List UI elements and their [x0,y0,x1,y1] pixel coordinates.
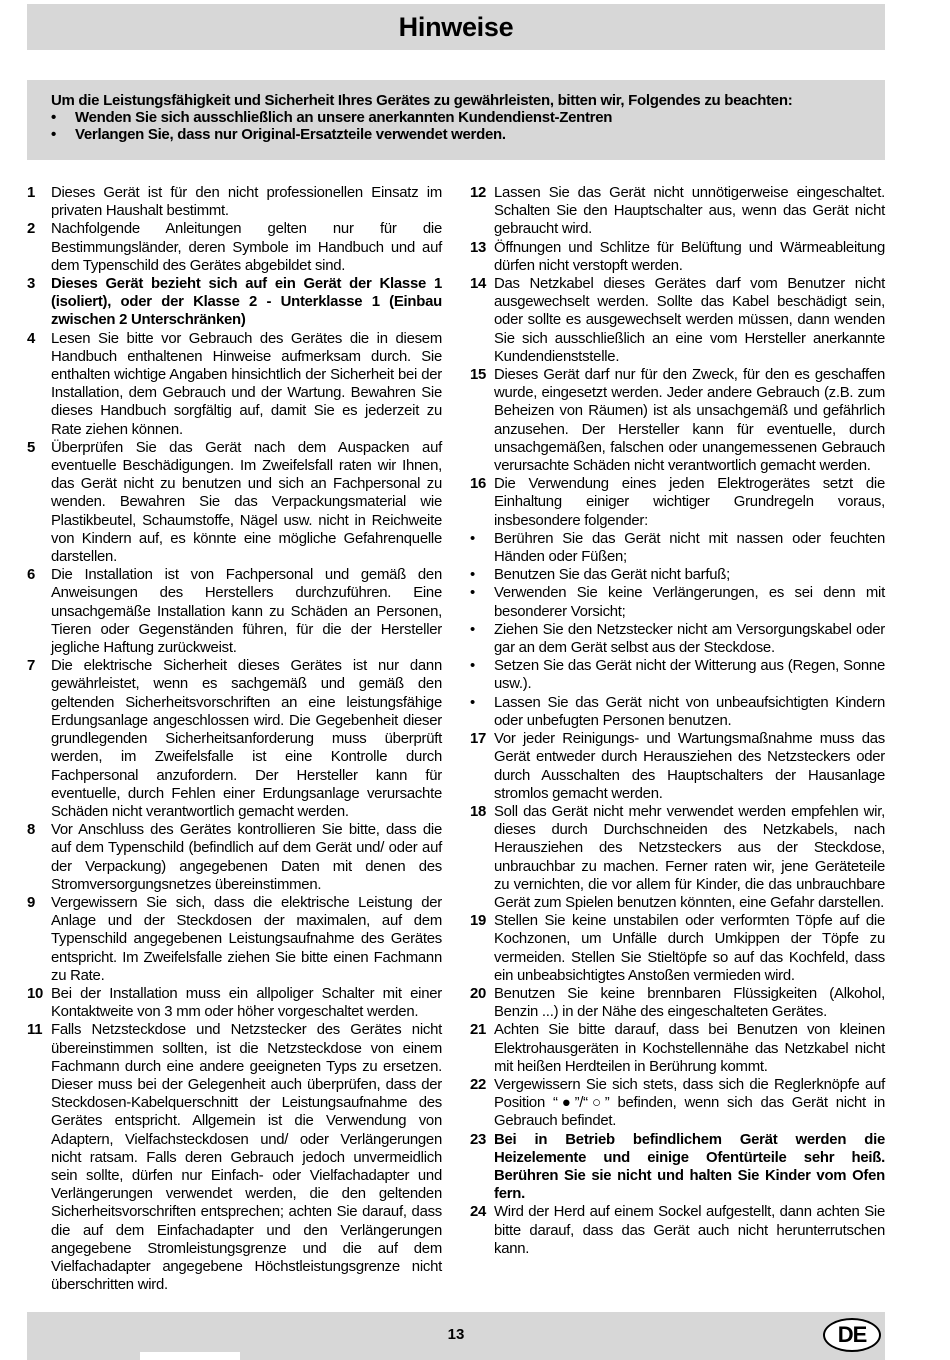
bullet-mark: • [470,658,475,675]
footer-strip [140,1352,240,1360]
item-number: 1 [27,185,36,201]
bullet-item [470,657,885,693]
list-item [27,985,442,1021]
item-number: 24 [470,1204,487,1221]
list-item [27,1021,442,1294]
list-item [27,184,442,220]
bullet-item [470,566,885,584]
right-column [470,184,885,1258]
title-bar [27,4,885,50]
notice-bullet: • Verlangen Sie, dass nur Original-Ersatzteile verwendet werden. [51,126,506,143]
item-number: 23 [470,1131,487,1148]
item-text: Die elektrische Sicherheit dieses Gerätes ist nur dann gewährleistet, wenn es sachgemäß und gemäß den geltenden Sicherheitsvorschriften an eine leistungsfähige Erdungsanlage angeschlossen wird. Die Gegebenheit dieser grundlegenden Sicherheitsanforderung muss überprüft werden, im Zweifelsfalle ist eine Kontrolle durch Fachpersonal anzufordern. Der Hersteller kann für eventuelle, durch Fehlen einer Erdungsanlage verursachte Schäden nicht verantwortlich gemacht werden. [51,658,442,820]
item-number: 13 [470,239,487,256]
item-number: 2 [27,221,36,238]
item-text: Die Installation ist von Fachpersonal und gemäß den Anweisungen des Herstellers durchzuführen. Eine unsachgemäße Installation kann zu Schäden an Personen, Tieren oder Gegenständen führen, für die der Hersteller jegliche Haftung zurückweist. [51,567,442,657]
item-number: 9 [27,894,36,911]
list-item [470,239,885,275]
item-number: 12 [470,185,487,201]
item-number: 7 [27,658,36,675]
list-item [470,985,885,1021]
bullet-mark: • [470,567,475,584]
item-text: Dieses Gerät ist für den nicht professionellen Einsatz im privaten Haushalt bestimmt. [51,185,442,220]
bullet-mark: • [470,621,475,638]
item-text: Lassen Sie das Gerät nicht von unbeaufsichtigten Kindern oder unbefugten Personen benutzen. [494,694,885,729]
item-text: Die Verwendung eines jeden Elektrogerätes setzt die Einhaltung einiger wichtiger Grundregeln voraus, insbesondere folgender: [494,476,885,529]
item-text: Vergewissern Sie sich, dass die elektrische Leistung der Anlage und der Steckdosen der maximalen, auf dem Typenschild angegebenen Leistungsaufnahme des Gerätes entspricht. Im Zweifelsfalle ziehen Sie bitte einen Fachmann zu Rate. [51,894,442,984]
bullet-item [470,621,885,657]
item-number: 14 [470,276,487,293]
item-number: 16 [470,476,487,493]
bullet-mark: • [470,694,475,711]
list-item [470,730,885,803]
item-text: Dieses Gerät darf nur für den Zweck, für den es geschaffen wurde, eingesetzt werden. Jeder andere Gebrauch (z.B. zum Beheizen von Räumen) ist als unsachgemäß und gefährlich anzusehen. Der Hersteller kann für eventuelle, durch unsachgemäßen, falschen oder unangemessenen Gebrauch verursachte Schäden nicht verantwortlich gemacht werden. [494,367,885,475]
bullet-item [470,584,885,620]
bullet-item [470,694,885,730]
bullet-mark: • [470,530,475,547]
item-number: 3 [27,276,36,293]
bullet-item [470,530,885,566]
item-number: 19 [470,913,487,930]
item-number: 15 [470,367,487,384]
list-item [27,894,442,985]
item-text: Lesen Sie bitte vor Gebrauch des Gerätes die in diesem Handbuch enthaltenen Hinweise aufmerksam durch. Sie enthalten wichtige Angaben hinsichtlich der Sicherheit bei der Installation, dem Gebrauch und der Wartung. Bewahren Sie dieses Handbuch sorgfältig auf, damit Sie es jederzeit zu Rate ziehen können. [51,330,442,438]
notice-bullet-text: Verlangen Sie, dass nur Original-Ersatzteile verwendet werden. [75,126,506,143]
item-number: 8 [27,822,36,839]
list-item [27,657,442,821]
list-item [27,566,442,657]
item-number: 18 [470,803,487,820]
list-item [27,330,442,439]
item-text: Bei in Betrieb befindlichem Gerät werden die Heizelemente und einige Ofentürteile sehr heiß. Berühren Sie sie nicht und halten Sie Kinder vom Ofen fern. [494,1131,885,1203]
list-item [470,803,885,912]
item-text: Setzen Sie das Gerät nicht der Witterung aus (Regen, Sonne usw.). [494,658,885,693]
list-item [27,275,442,330]
item-number: 4 [27,330,36,347]
language-badge: DE [823,1318,881,1352]
page-number: 13 [447,1326,465,1343]
item-text: Das Netzkabel dieses Gerätes darf vom Benutzer nicht ausgewechselt werden. Sollte das Kabel beschädigt sein, oder sollte es ausgewechselt werden müssen, dann wenden Sie sich ausschließlich an eine vom Hersteller anerkannte Kundendienststelle. [494,276,885,365]
page-title: Hinweise [398,11,514,42]
item-text: Nachfolgende Anleitungen gelten nur für die Bestimmungsländer, deren Symbole im Handbuch und auf dem Typenschild des Gerätes abgebildet sind. [51,221,442,274]
notice-box [27,80,885,160]
item-text: Stellen Sie keine unstabilen oder verformten Töpfe auf die Kochzonen, um Unfälle durch Umkippen der Töpfe zu vermeiden. Stellen Sie Stieltöpfe so auf das Kochfeld, dass ein unbeabsichtigtes Anstoßen vermieden wird. [494,913,885,984]
item-number: 10 [27,985,44,1002]
item-text: Dieses Gerät bezieht sich auf ein Gerät der Klasse 1 (isoliert), oder der Klasse 2 - Unterklasse 1 (Einbau zwischen 2 Unterschränken) [51,276,442,329]
item-text: Achten Sie bitte darauf, dass bei Benutzen von kleinen Elektrohausgeräten in Kochstellennähe das Netzkabel nicht mit heißen Herdteilen in Berührung kommt. [494,1022,885,1075]
item-number: 22 [470,1076,487,1093]
list-item [470,475,885,530]
list-item [470,366,885,475]
item-text: Benutzen Sie keine brennbaren Flüssigkeiten (Alkohol, Benzin ...) in der Nähe des eingeschalteten Gerätes. [494,985,885,1021]
left-column [27,184,442,1294]
item-text: Vor Anschluss des Gerätes kontrollieren Sie bitte, dass die auf dem Typenschild (befindlich auf dem Gerät und/ oder auf der Verpackung) angegebenen Daten mit denen des Stromversorgungsnetzes übereinstimmen. [51,822,442,893]
list-item [470,1203,885,1258]
item-number: 21 [470,1022,487,1039]
item-text: Bei der Installation muss ein allpoliger Schalter mit einer Kontaktweite von 3 mm oder höher vorgeschaltet werden. [51,985,442,1021]
item-number: 17 [470,731,487,748]
item-number: 11 [27,1022,43,1039]
list-item [470,1131,885,1204]
list-item [470,184,885,239]
list-item [470,912,885,985]
item-text: Öffnungen und Schlitze für Belüftung und Wärmeableitung dürfen nicht verstopft werden. [494,239,885,274]
list-item [470,275,885,366]
item-text: Benutzen Sie das Gerät nicht barfuß; [494,567,731,584]
list-item [27,821,442,894]
notice-intro: Um die Leistungsfähigkeit und Sicherheit Ihres Gerätes zu gewährleisten, bitten wir, Folgendes zu beachten: [51,92,793,109]
item-text: Überprüfen Sie das Gerät nach dem Auspacken auf eventuelle Beschädigungen. Im Zweifelsfall raten wir Ihnen, das Gerät nicht zu benutzen und sich an Fachpersonal zu wenden. Bewahren Sie das Verpackungsmaterial wie Plastikbeutel, Schaumstoffe, Nägel usw. nicht in Reichweite von Kindern auf, es könnte eine mögliche Gefahrenquelle darstellen. [51,439,442,566]
notice-bullet: • Wenden Sie sich ausschließlich an unsere anerkannten Kundendienst-Zentren [51,109,613,126]
item-text: Lassen Sie das Gerät nicht unnötigerweise eingeschaltet. Schalten Sie den Hauptschalter aus, wenn das Gerät nicht gebraucht wird. [494,185,885,238]
item-text: Wird der Herd auf einem Sockel aufgestellt, dann achten Sie bitte darauf, dass das Gerät auch nicht herunterrutschen kann. [494,1204,885,1257]
list-item [27,220,442,275]
item-number: 20 [470,985,487,1002]
bullet-mark: • [470,585,475,602]
item-number: 5 [27,439,36,456]
list-item [27,439,442,566]
item-number: 6 [27,567,36,584]
notice-bullet-text: Wenden Sie sich ausschließlich an unsere anerkannten Kundendienst-Zentren [75,109,613,126]
item-text: Verwenden Sie keine Verlängerungen, es sei denn mit besonderer Vorsicht; [494,585,885,620]
item-text: Berühren Sie das Gerät nicht mit nassen oder feuchten Händen oder Füßen; [494,530,885,566]
item-text: Vergewissern Sie sich stets, dass sich die Reglerknöpfe auf Position “●”/“○” befinden, wenn sich das Gerät nicht in Gebrauch befindet. [494,1076,885,1130]
list-item [470,1076,885,1131]
item-text: Ziehen Sie den Netzstecker nicht am Versorgungskabel oder gar an dem Gerät selbst aus der Steckdose. [494,621,885,657]
item-text: Soll das Gerät nicht mehr verwendet werden empfehlen wir, dieses durch Durchschneiden des Netzkabels, nach Herausziehen des Netzsteckers aus der Steckdose, unbrauchbar zu machen. Ferner raten wir, jene Geräteteile zu vernichten, die vor allem für Kinder, die das unbrauchbare Gerät zum Spielen benutzen könnten, eine Gefahr darstellen. [494,803,885,911]
item-text: Falls Netzsteckdose und Netzstecker des Gerätes nicht übereinstimmen sollten, ist die Netzsteckdose von einem Fachmann durch eine andere geeigneten Typs zu ersetzen. Dieser muss bei der Gelegenheit auch überprüfen, dass der Steckdosen-Kabelquerschnitt der Leistungsaufnahme des Gerätes entspricht. Allgemein ist die Verwendung von Adaptern, Vielfachsteckdosen und/ oder Verlängerungen nicht ratsam. Falls deren Gebrauch jedoch unvermeidlich sein sollte, dürfen nur Einfach- oder Vielfachadapter und Verlängerungen verwendet werden, die den geltenden Sicherheitsvorschriften entsprechen; achten Sie darauf, dass die auf dem Einfachadapter und den Verlängerungen angegebene Stromleistungsgrenze und die auf dem Vielfachadapter angegebene Höchstleistungsgrenze nicht überschritten wird. [51,1022,442,1294]
list-item [470,1021,885,1076]
item-text: Vor jeder Reinigungs- und Wartungsmaßnahme muss das Gerät entweder durch Herausziehen des Netzsteckers oder durch Ausschalten des Hauptschalters der Hausanlage stromlos gemacht werden. [494,731,885,802]
